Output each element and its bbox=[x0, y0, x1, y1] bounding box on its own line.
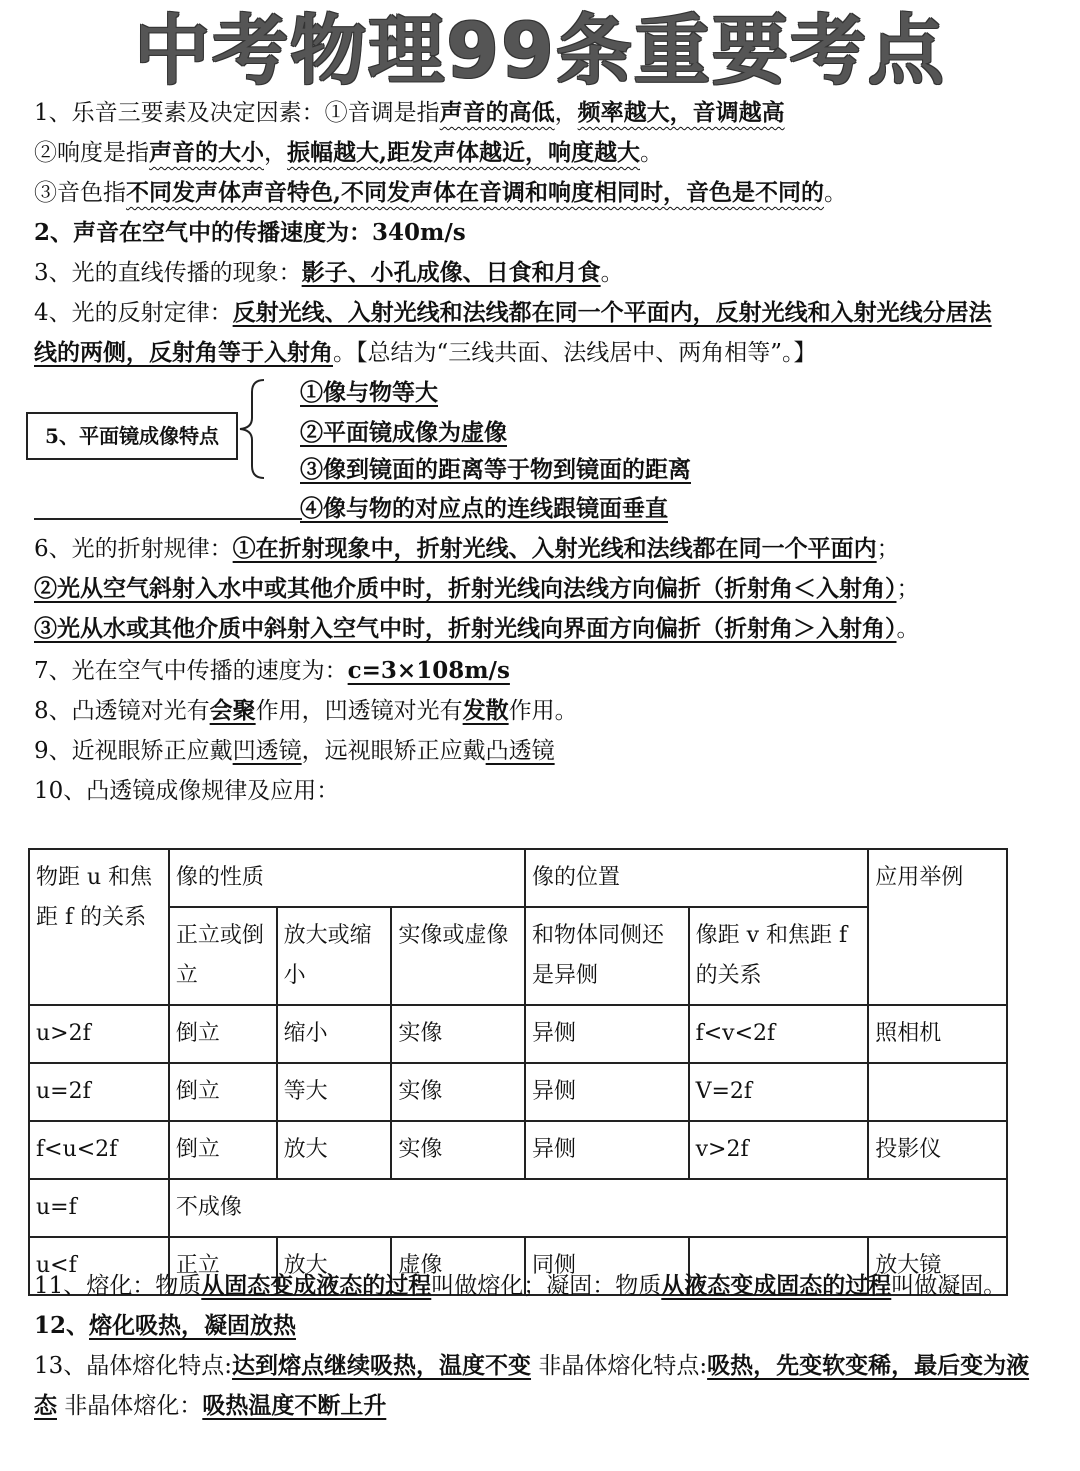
text: 非晶体熔化： bbox=[57, 1393, 203, 1419]
text: 9、近视眼矫正应戴 bbox=[34, 738, 233, 764]
table-cell: u<f bbox=[29, 1237, 169, 1295]
table-cell: 不成像 bbox=[169, 1179, 1007, 1237]
header-cell: 正立或倒立 bbox=[169, 907, 277, 1005]
table-header-row bbox=[29, 907, 1007, 1005]
header-cell: 放大或缩小 bbox=[277, 907, 392, 1005]
text: 会聚 bbox=[209, 697, 256, 724]
item-5-label-box: 5、平面镜成像特点 bbox=[26, 412, 238, 460]
header-cell: 像的性质 bbox=[169, 849, 525, 907]
text: ②光从空气斜射入水中或其他介质中时，折射光线向法线方向偏折（折射角＜入射角） bbox=[34, 575, 897, 602]
text: 从液态变成固态的过程 bbox=[661, 1272, 892, 1299]
item-13-line-1 bbox=[34, 1348, 1029, 1384]
header-cell: 像的位置 bbox=[525, 849, 868, 907]
header-cell: 实像或虚像 bbox=[391, 907, 525, 1005]
table-cell: 异侧 bbox=[525, 1063, 689, 1121]
item-9 bbox=[34, 734, 555, 768]
text: 。 bbox=[896, 616, 920, 642]
text: 作用。 bbox=[508, 698, 578, 724]
text: ； bbox=[896, 576, 920, 602]
brace-icon bbox=[236, 378, 266, 480]
item-6-line-2 bbox=[34, 572, 920, 606]
table-cell: v>2f bbox=[689, 1121, 869, 1179]
text: 达到熔点继续吸热，温度不变 bbox=[232, 1352, 532, 1379]
table-cell: 实像 bbox=[391, 1121, 525, 1179]
divider bbox=[34, 518, 302, 520]
table-cell: 放大 bbox=[277, 1121, 392, 1179]
table-cell: 投影仪 bbox=[868, 1121, 1007, 1179]
item-4-line-1 bbox=[34, 296, 992, 330]
text: ； bbox=[876, 536, 900, 562]
text: 6、光的折射规律： bbox=[34, 536, 233, 562]
text: 线的两侧，反射角等于入射角 bbox=[34, 339, 333, 366]
text: 吸热温度不断上升 bbox=[202, 1392, 387, 1419]
item-5-point-2: ②平面镜成像为虚像 bbox=[300, 419, 507, 446]
text: 反射光线、入射光线和法线都在同一个平面内，反射光线和入射光线分居法 bbox=[232, 299, 992, 326]
text: 振幅越大,距发声体越近，响度越大 bbox=[287, 139, 641, 166]
table-cell: 放大镜 bbox=[868, 1237, 1007, 1295]
text: 1、乐音三要素及决定因素：①音调是指 bbox=[34, 100, 440, 126]
header-cell: 应用举例 bbox=[868, 849, 1007, 1005]
text: 8、凸透镜对光有 bbox=[34, 698, 210, 724]
item-7 bbox=[34, 654, 510, 688]
text: 熔化吸热，凝固放热 bbox=[89, 1312, 297, 1339]
item-6-line-1 bbox=[34, 532, 900, 566]
table-cell: 放大 bbox=[277, 1237, 392, 1295]
item-3 bbox=[34, 256, 624, 290]
text: 频率越大，音调越高 bbox=[577, 99, 785, 126]
table-cell: 倒立 bbox=[169, 1005, 277, 1063]
text: ， bbox=[554, 100, 578, 126]
table-cell: u>2f bbox=[29, 1005, 169, 1063]
text: 影子、小孔成像、日食和月食 bbox=[301, 259, 601, 286]
text: ①在折射现象中，折射光线、入射光线和法线都在同一个平面内 bbox=[232, 535, 877, 562]
page-title: 中考物理99条重要考点 bbox=[134, 6, 946, 95]
item-2: 2、声音在空气中的传播速度为：340m/s bbox=[34, 219, 466, 246]
table-cell: 异侧 bbox=[525, 1005, 689, 1063]
text: ③音色指 bbox=[34, 180, 126, 206]
text: 不同发声体声音特色,不同发声体在音调和响度相同时，音色是不同的 bbox=[126, 179, 825, 206]
table-cell: 照相机 bbox=[868, 1005, 1007, 1063]
table-cell: 正立 bbox=[169, 1237, 277, 1295]
text: 发散 bbox=[462, 697, 509, 724]
item-1-line-2 bbox=[34, 136, 663, 170]
text: 3、光的直线传播的现象： bbox=[34, 260, 302, 286]
text: 12、 bbox=[34, 1312, 90, 1339]
table-row bbox=[29, 1063, 1007, 1121]
table-cell: 同侧 bbox=[525, 1237, 689, 1295]
table-cell: 实像 bbox=[391, 1005, 525, 1063]
table-cell: f<v<2f bbox=[689, 1005, 869, 1063]
text: 从固态变成液态的过程 bbox=[201, 1272, 432, 1299]
table-cell: 倒立 bbox=[169, 1063, 277, 1121]
item-5-point-4: ④像与物的对应点的连线跟镜面垂直 bbox=[300, 495, 668, 522]
text: 声音的大小 bbox=[149, 139, 264, 166]
item-12 bbox=[34, 1308, 296, 1344]
table-cell: 倒立 bbox=[169, 1121, 277, 1179]
item-6-line-3 bbox=[34, 612, 920, 646]
item-10: 10、凸透镜成像规律及应用： bbox=[34, 778, 340, 804]
text: c=3×108m/s bbox=[347, 657, 510, 684]
text: 4、光的反射定律： bbox=[34, 300, 233, 326]
table-cell: u=f bbox=[29, 1179, 169, 1237]
text: ， bbox=[264, 140, 287, 166]
table-cell: 等大 bbox=[277, 1063, 392, 1121]
table-row bbox=[29, 1179, 1007, 1237]
text: 凹透镜 bbox=[232, 738, 302, 764]
table-cell bbox=[868, 1063, 1007, 1121]
table-cell: 缩小 bbox=[277, 1005, 392, 1063]
table-cell: f<u<2f bbox=[29, 1121, 169, 1179]
header-cell: 像距 v 和焦距 f 的关系 bbox=[689, 907, 869, 1005]
header-cell: 和物体同侧还是异侧 bbox=[525, 907, 689, 1005]
text: 凸透镜 bbox=[485, 738, 555, 764]
table-cell: 异侧 bbox=[525, 1121, 689, 1179]
table-cell: u=2f bbox=[29, 1063, 169, 1121]
table-row bbox=[29, 1005, 1007, 1063]
text: 作用，凹透镜对光有 bbox=[255, 698, 463, 724]
item-5-point-1: ①像与物等大 bbox=[300, 379, 438, 406]
table-cell: 虚像 bbox=[391, 1237, 525, 1295]
text: 叫做熔化；凝固：物质 bbox=[431, 1273, 662, 1299]
item-8 bbox=[34, 694, 578, 728]
text: 声音的高低 bbox=[439, 99, 555, 126]
text: 非晶体熔化特点: bbox=[531, 1353, 708, 1379]
table-header-row bbox=[29, 849, 1007, 907]
text: 11、熔化：物质 bbox=[34, 1273, 202, 1299]
item-13-line-2 bbox=[34, 1388, 386, 1424]
table-cell: V=2f bbox=[689, 1063, 869, 1121]
lens-imaging-table bbox=[28, 848, 1008, 1296]
item-11 bbox=[34, 1268, 1006, 1304]
item-5-point-3: ③像到镜面的距离等于物到镜面的距离 bbox=[300, 456, 691, 483]
item-1-line-3 bbox=[34, 176, 847, 210]
text: 13、晶体熔化特点: bbox=[34, 1353, 233, 1379]
text: 吸热，先变软变稀，最后变为液 bbox=[707, 1352, 1030, 1379]
text: ③光从水或其他介质中斜射入空气中时，折射光线向界面方向偏折（折射角＞入射角） bbox=[34, 615, 897, 642]
text: ②响度是指 bbox=[34, 140, 149, 166]
item-1-line-1 bbox=[34, 96, 785, 130]
text: 。 bbox=[824, 180, 848, 206]
text: 。【总结为“三线共面、法线居中、两角相等”。】 bbox=[333, 340, 817, 366]
table-row bbox=[29, 1121, 1007, 1179]
header-cell: 物距 u 和焦距 f 的关系 bbox=[29, 849, 169, 1005]
text: ，远视眼矫正应戴 bbox=[301, 738, 486, 764]
text: 7、光在空气中传播的速度为： bbox=[34, 658, 348, 684]
text: 态 bbox=[34, 1392, 57, 1419]
text: 叫做凝固。 bbox=[891, 1273, 1007, 1299]
text: 。 bbox=[600, 260, 624, 286]
table-cell: 实像 bbox=[391, 1063, 525, 1121]
item-4-line-2 bbox=[34, 336, 817, 370]
text: 。 bbox=[640, 140, 664, 166]
